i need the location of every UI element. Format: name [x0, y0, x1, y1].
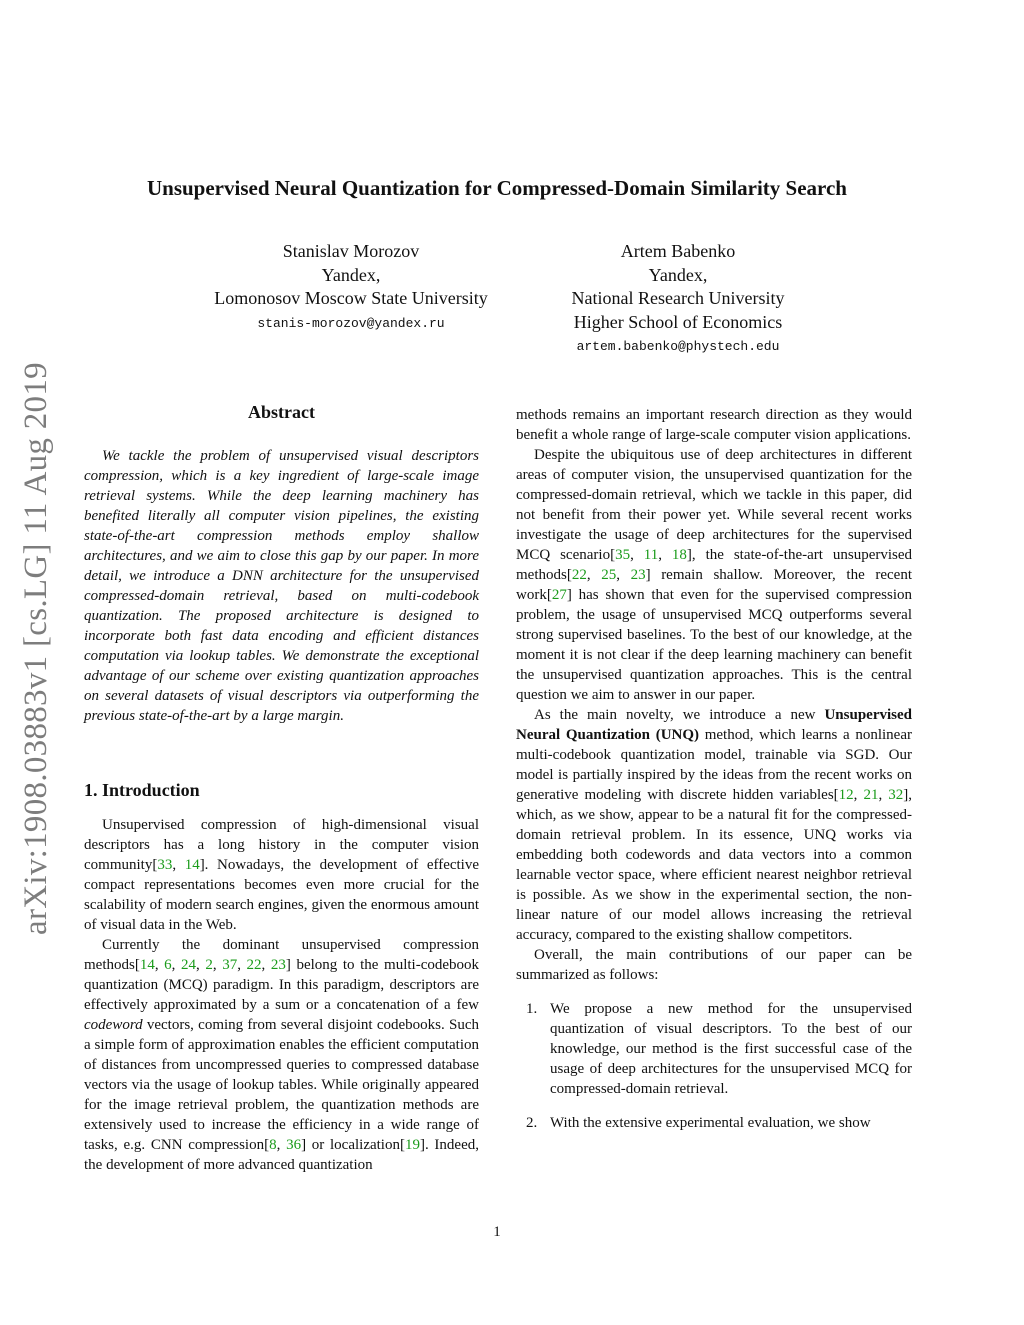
author-affiliation: National Research University [571, 288, 785, 308]
author-name: Stanislav Morozov [282, 241, 420, 261]
intro-paragraph-2: Currently the dominant unsupervised compression methods[14, 6, 24, 2, 37, 22, 23] belong to the multi-codebook quantization (MCQ) paradigm. In this paradigm, descriptors are effectively approximated by a sum or a concatenation of a few codeword vectors, coming from several disjoint codebooks. Such a simple form of approximation enables the efficient computation of distances from uncompressed queries to compressed database vectors via the usage of lookup tables. While originally appeared for the image retrieval problem, the quantization methods are extensively used to increase the efficiency in a wide range of tasks, e.g. CNN compression[8, 36] or localization[19]. Indeed, the development of more advanced quantization [84, 937, 480, 1173]
citation-link[interactable]: 36 [286, 1137, 302, 1153]
list-item-text: With the extensive experimental evaluation, we show [550, 1115, 871, 1131]
right-paragraph-1: Despite the ubiquitous use of deep architectures in different areas of computer vision, the unsupervised quantization for the compressed-domain retrieval, which we tackle in this paper, did not benefit from their power yet. While several recent works investigate the usage of deep architectures for the supervised MCQ scenario[35, 11, 18], the state-of-the-art unsupervised methods[22, 25, 23] remain shallow. Moreover, the recent work[27] has shown that even for the supervised compression problem, the usage of unsupervised MCQ outperforms several strong supervised baselines. To the best of our knowledge, at the moment it is not clear if the deep learning machinery can benefit the unsupervised quantization approaches. This is the central question we aim to answer in our paper. [516, 447, 913, 703]
paper-title: Unsupervised Neural Quantization for Compressed-Domain Similarity Search [146, 176, 847, 200]
author-affiliation: Higher School of Economics [573, 311, 783, 332]
citation-link[interactable]: 37 [222, 957, 238, 973]
codeword-term: codeword [84, 1017, 143, 1033]
citation-link[interactable]: 21 [863, 787, 879, 803]
citation-link[interactable]: 22 [571, 567, 587, 583]
author-affiliation: Yandex, [321, 264, 381, 285]
citation-link[interactable]: 6 [164, 957, 172, 973]
intro-paragraph-1: Unsupervised compression of high-dimensional visual descriptors has a long history in the computer vision community[33, 14]. Nowadays, the development of effective compact representations becomes even more crucial for the scalability of modern search engines, given the enormous amount of visual data in the Web. [84, 817, 480, 933]
list-number: 2. [526, 1115, 538, 1131]
list-item [516, 999, 912, 1099]
author-block-1 [190, 240, 512, 337]
section-heading-introduction: 1. Introduction [84, 780, 200, 800]
citation-link[interactable]: 11 [643, 547, 659, 563]
page-number: 1 [493, 1224, 501, 1240]
author-email[interactable]: stanis-morozov@yandex.ru [257, 315, 445, 331]
citation-link[interactable]: 14 [139, 957, 155, 973]
citation-link[interactable]: 23 [270, 957, 286, 973]
right-column [516, 405, 912, 1133]
citation-link[interactable]: 32 [888, 787, 904, 803]
list-number: 1. [526, 1001, 538, 1017]
right-paragraph-0: methods remains an important research direction as they would benefit a whole range of large-scale computer vision applications. [516, 407, 912, 443]
citation-link[interactable]: 25 [601, 567, 617, 583]
citation-link[interactable]: 22 [246, 957, 262, 973]
citation-link[interactable]: 19 [404, 1137, 420, 1153]
list-item-text: We propose a new method for the unsupervised quantization of visual descriptors. To the best of our knowledge, our method is the first successful case of the usage of deep architectures for the unsupervised MCQ for compressed-domain retrieval. [550, 1001, 912, 1097]
citation-link[interactable]: 2 [205, 957, 213, 973]
citation-link[interactable]: 35 [615, 547, 631, 563]
abstract-body [84, 446, 479, 726]
citation-link[interactable]: 33 [157, 857, 173, 873]
right-paragraph-3: Overall, the main contributions of our paper can be summarized as follows: [516, 947, 912, 983]
citation-link[interactable]: 24 [181, 957, 197, 973]
citation-link[interactable]: 18 [671, 547, 687, 563]
contributions-list [516, 999, 912, 1133]
citation-link[interactable]: 12 [838, 787, 854, 803]
citation-link[interactable]: 14 [184, 857, 200, 873]
citation-link[interactable]: 27 [551, 587, 567, 603]
arxiv-identifier: arXiv:1908.03883v1 [cs.LG] 11 Aug 2019 [18, 362, 54, 935]
abstract-text: We tackle the problem of unsupervised visual descriptors compression, which is a key ingredient of large-scale image retrieval systems. While the deep learning machinery has benefited literally all computer vision pipelines, the existing state-of-the-art compression methods employ shallow architectures, and we aim to close this gap by our paper. In more detail, we introduce a DNN architecture for the unsupervised compressed-domain retrieval, based on multi-codebook quantization. The proposed architecture is designed to incorporate both fast data encoding and efficient distances computation via lookup tables. We demonstrate the exceptional advantage of our scheme over existing quantization approaches on several datasets of visual descriptors via outperforming the previous state-of-the-art by a large margin. [84, 448, 479, 724]
author-email[interactable]: artem.babenko@phystech.edu [576, 339, 780, 354]
author-affiliation: Lomonosov Moscow State University [214, 288, 488, 308]
list-item [516, 1113, 912, 1133]
citation-link[interactable]: 8 [269, 1137, 277, 1153]
author-name: Artem Babenko [620, 241, 736, 261]
introduction-left-column [84, 815, 479, 1175]
abstract-heading: Abstract [248, 402, 315, 422]
right-paragraph-2: As the main novelty, we introduce a new Unsupervised Neural Quantization (UNQ) method, which learns a nonlinear multi-codebook quantization model, trainable via SGD. Our model is partially inspired by the ideas from the recent works on generative modeling with discrete hidden variables[12, 21, 32], which, as we show, appear to be a natural fit for the compressed-domain retrieval problem. In its essence, UNQ works via embedding both codewords and data vectors into a common learnable vector space, where efficient nearest neighbor retrieval is possible. As we show in the experimental section, the non-linear nature of our model allows increasing the retrieval accuracy, compared to the existing shallow competitors. [516, 707, 913, 943]
author-block-2 [545, 240, 811, 360]
method-name: Unsupervised Neural Quantization (UNQ) [516, 707, 912, 743]
author-affiliation: Yandex, [648, 264, 708, 285]
citation-link[interactable]: 23 [630, 567, 646, 583]
